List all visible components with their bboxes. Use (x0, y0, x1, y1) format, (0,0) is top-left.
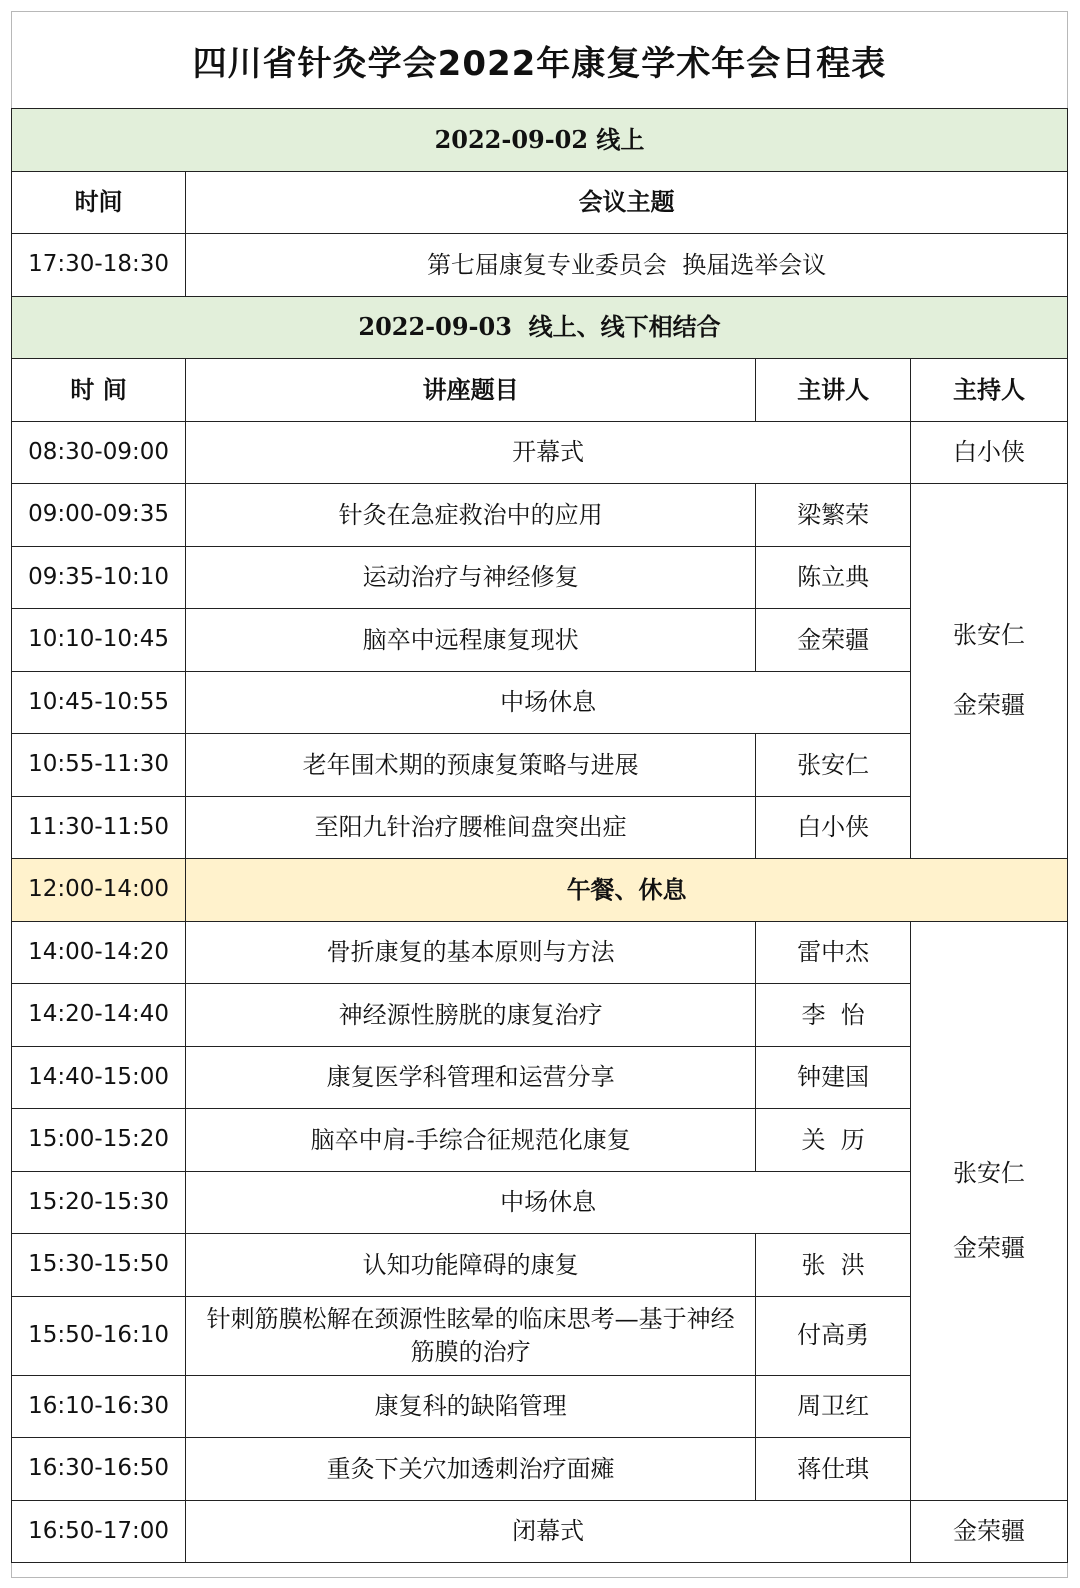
session-topic: 至阳九针治疗腰椎间盘突出症 (186, 796, 756, 859)
schedule-table (11, 108, 1068, 1563)
header-time: 时 间 (12, 359, 186, 422)
session-time: 10:45-10:55 (12, 671, 186, 734)
session-host: 白小侠 (911, 421, 1068, 484)
host-name: 张安仁 (953, 621, 1026, 650)
break-row (12, 671, 1068, 734)
session-topic: 老年围术期的预康复策略与进展 (186, 734, 756, 797)
session-speaker: 金荣疆 (756, 609, 911, 672)
closing-row (12, 1500, 1068, 1563)
table-row (12, 1046, 1068, 1109)
session-topic: 重灸下关穴加透刺治疗面瘫 (186, 1438, 756, 1501)
lunch-row (12, 859, 1068, 922)
session-topic: 针刺筋膜松解在颈源性眩晕的临床思考—基于神经筋膜的治疗 (186, 1296, 756, 1375)
session-topic: 康复科的缺陷管理 (186, 1375, 756, 1438)
day1-header-row (12, 171, 1068, 234)
session-time: 15:20-15:30 (12, 1171, 186, 1234)
session-topic: 第七届康复专业委员会 换届选举会议 (186, 234, 1068, 297)
host-name: 金荣疆 (953, 1233, 1026, 1262)
host-name: 张安仁 (953, 1159, 1026, 1188)
session-speaker: 钟建国 (756, 1046, 911, 1109)
table-row (12, 609, 1068, 672)
day1-header-time: 时间 (12, 171, 186, 234)
table-row (12, 1296, 1068, 1375)
table-row (12, 1375, 1068, 1438)
opening-row (12, 421, 1068, 484)
session-topic: 针灸在急症救治中的应用 (186, 484, 756, 547)
session-time: 09:00-09:35 (12, 484, 186, 547)
page-title: 四川省针灸学会2022年康复学术年会日程表 (192, 43, 887, 84)
session-time: 14:40-15:00 (12, 1046, 186, 1109)
afternoon-hosts (911, 921, 1068, 1500)
session-speaker: 张 洪 (756, 1234, 911, 1297)
session-time: 11:30-11:50 (12, 796, 186, 859)
session-time: 16:30-16:50 (12, 1438, 186, 1501)
table-row (12, 1438, 1068, 1501)
session-time: 15:50-16:10 (12, 1296, 186, 1375)
host-name: 金荣疆 (953, 691, 1026, 719)
table-row (12, 796, 1068, 859)
session-time: 14:00-14:20 (12, 921, 186, 984)
table-row (12, 734, 1068, 797)
table-row (12, 984, 1068, 1047)
session-time: 17:30-18:30 (12, 234, 186, 297)
session-speaker: 李 怡 (756, 984, 911, 1047)
session-time: 08:30-09:00 (12, 421, 186, 484)
session-topic: 开幕式 (186, 421, 911, 484)
session-topic: 运动治疗与神经修复 (186, 546, 756, 609)
schedule-sheet (11, 11, 1068, 1578)
session-time: 15:00-15:20 (12, 1109, 186, 1172)
session-speaker: 付高勇 (756, 1296, 911, 1375)
session-topic: 骨折康复的基本原则与方法 (186, 921, 756, 984)
session-time: 09:35-10:10 (12, 546, 186, 609)
session-time: 14:20-14:40 (12, 984, 186, 1047)
day2-banner: 2022-09-03 线上、线下相结合 (12, 296, 1068, 359)
table-row (12, 1109, 1068, 1172)
day1-banner: 2022-09-02 线上 (12, 109, 1068, 172)
session-topic: 闭幕式 (186, 1500, 911, 1563)
session-time: 10:55-11:30 (12, 734, 186, 797)
session-topic: 神经源性膀胱的康复治疗 (186, 984, 756, 1047)
header-host: 主持人 (911, 359, 1068, 422)
session-speaker: 陈立典 (756, 546, 911, 609)
day2-banner-row (12, 296, 1068, 359)
table-row (12, 1234, 1068, 1297)
lunch-label: 午餐、休息 (186, 859, 1068, 922)
session-time: 15:30-15:50 (12, 1234, 186, 1297)
table-row (12, 921, 1068, 984)
day2-header-row (12, 359, 1068, 422)
break-row (12, 1171, 1068, 1234)
session-speaker: 张安仁 (756, 734, 911, 797)
session-time: 16:50-17:00 (12, 1500, 186, 1563)
break-label: 中场休息 (186, 671, 911, 734)
table-row (12, 484, 1068, 547)
session-speaker: 蒋仕琪 (756, 1438, 911, 1501)
morning-hosts (911, 484, 1068, 859)
day1-header-topic: 会议主题 (186, 171, 1068, 234)
day1-banner-row (12, 109, 1068, 172)
session-speaker: 关 历 (756, 1109, 911, 1172)
session-topic: 脑卒中肩-手综合征规范化康复 (186, 1109, 756, 1172)
session-host: 金荣疆 (911, 1500, 1068, 1563)
session-time: 10:10-10:45 (12, 609, 186, 672)
session-speaker: 白小侠 (756, 796, 911, 859)
session-time: 16:10-16:30 (12, 1375, 186, 1438)
session-topic: 脑卒中远程康复现状 (186, 609, 756, 672)
break-label: 中场休息 (186, 1171, 911, 1234)
header-speaker: 主讲人 (756, 359, 911, 422)
session-topic: 康复医学科管理和运营分享 (186, 1046, 756, 1109)
session-topic: 认知功能障碍的康复 (186, 1234, 756, 1297)
table-row (12, 546, 1068, 609)
session-speaker: 梁繁荣 (756, 484, 911, 547)
header-topic: 讲座题目 (186, 359, 756, 422)
table-row (12, 234, 1068, 297)
session-speaker: 雷中杰 (756, 921, 911, 984)
session-speaker: 周卫红 (756, 1375, 911, 1438)
session-time: 12:00-14:00 (12, 859, 186, 922)
